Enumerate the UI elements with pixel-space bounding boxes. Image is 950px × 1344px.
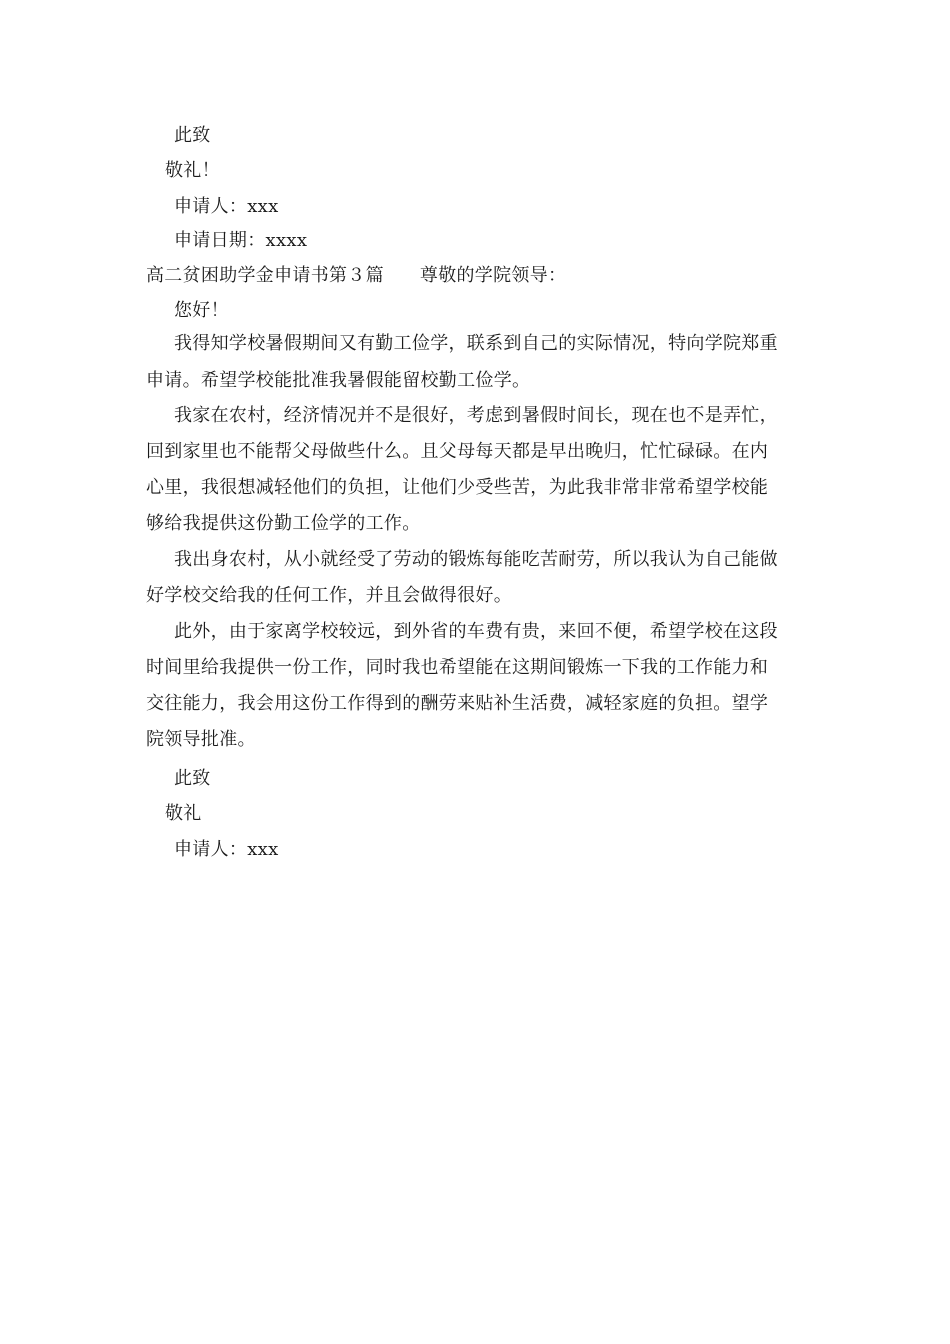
letter-title (146, 264, 566, 288)
paragraph-line: 好学校交给我的任何工作，并且会做得很好。 (146, 585, 512, 606)
closing-jingli: 敬礼 (165, 803, 202, 824)
paragraph-line: 申请。希望学校能批准我暑假能留校勤工俭学。 (146, 370, 531, 391)
closing-cizhi: 此致 (174, 768, 211, 789)
application-date-line: 申请日期：xxxx (174, 230, 308, 251)
closing-jingli: 敬礼！ (165, 160, 220, 181)
paragraph-line: 回到家里也不能帮父母做些什么。且父母每天都是早出晚归，忙忙碌碌。在内 (146, 441, 769, 462)
salutation: 尊敬的学院领导： (419, 265, 567, 286)
applicant-line: 申请人：xxx (174, 196, 279, 217)
closing-cizhi: 此致 (174, 125, 211, 146)
section-title: 高二贫困助学金申请书第３篇 (146, 265, 384, 286)
greeting: 您好！ (174, 300, 229, 321)
paragraph-line: 此外，由于家离学校较远，到外省的车费有贵，来回不便，希望学校在这段 (174, 621, 778, 642)
paragraph-line: 交往能力，我会用这份工作得到的酬劳来贴补生活费，减轻家庭的负担。望学 (146, 693, 769, 714)
paragraph-line: 时间里给我提供一份工作，同时我也希望能在这期间锻炼一下我的工作能力和 (146, 657, 769, 678)
paragraph-line: 我家在农村，经济情况并不是很好，考虑到暑假时间长，现在也不是弄忙， (174, 405, 778, 426)
paragraph-line: 院领导批准。 (146, 729, 256, 750)
paragraph-line: 够给我提供这份勤工俭学的工作。 (146, 513, 421, 534)
paragraph-line: 我出身农村，从小就经受了劳动的锻炼每能吃苦耐劳，所以我认为自己能做 (174, 549, 778, 570)
paragraph-line: 心里，我很想减轻他们的负担，让他们少受些苦，为此我非常非常希望学校能 (146, 477, 769, 498)
paragraph-line: 我得知学校暑假期间又有勤工俭学，联系到自己的实际情况，特向学院郑重 (174, 333, 778, 354)
applicant-line: 申请人：xxx (174, 839, 279, 860)
